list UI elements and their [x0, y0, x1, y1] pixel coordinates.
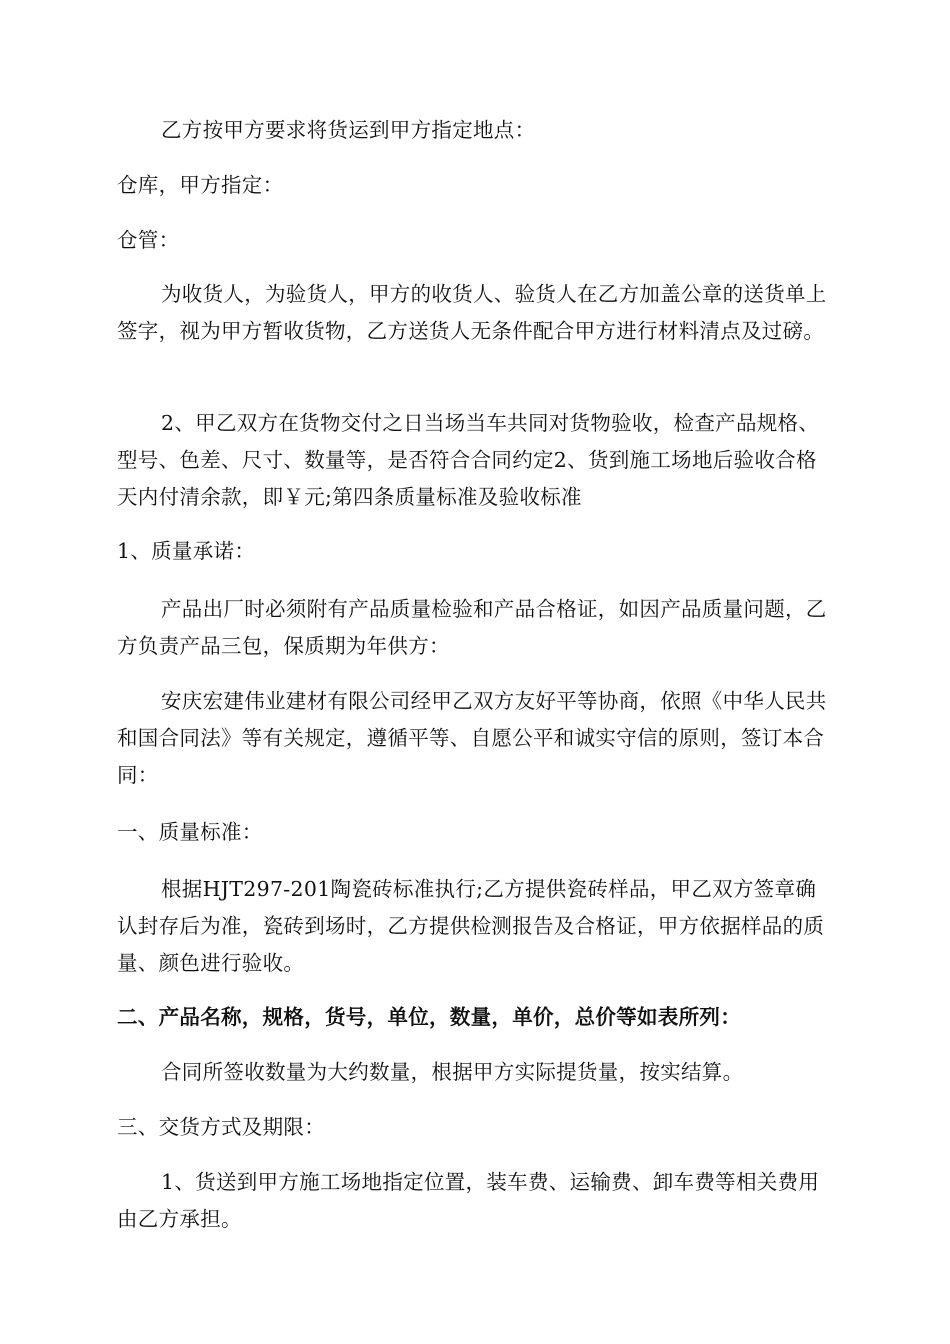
paragraph-standard-detail: 根据HJT297-201陶瓷砖标准执行;乙方提供瓷砖样品，甲乙双方签章确认封存后为准，瓷砖到场时，乙方提供检测报告及合格证，甲方依据样品的质量、颜色进行验收。: [117, 877, 825, 975]
paragraph-delivery-cost: 1、货送到甲方施工场地指定位置，装车费、运输费、卸车费等相关费用由乙方承担。: [117, 1170, 820, 1231]
paragraph-quality-promise: 1、质量承诺：: [117, 539, 256, 563]
paragraph-warehouse-keeper: 仓管：: [117, 228, 180, 252]
paragraph-quantity-settlement: 合同所签收数量为大约数量，根据甲方实际提货量，按实结算。: [161, 1060, 744, 1084]
paragraph-company-agreement: 安庆宏建伟业建材有限公司经甲乙双方友好平等协商，依照《中华人民共和国合同法》等有关规定，遵循平等、自愿公平和诚实守信的原则，签订本合同：: [117, 689, 827, 787]
paragraph-warehouse: 仓库，甲方指定：: [117, 173, 284, 197]
heading-product-table: 二、产品名称，规格，货号，单位，数量，单价，总价等如表所列：: [117, 1005, 741, 1029]
paragraph-delivery-location: 乙方按甲方要求将货运到甲方指定地点：: [161, 118, 536, 142]
paragraph-certificate: 产品出厂时必须附有产品质量检验和产品合格证，如因产品质量问题，乙方负责产品三包，保质期为年供方：: [117, 597, 827, 658]
heading-quality-standard: 一、质量标准：: [117, 820, 263, 844]
paragraph-receiver: 为收货人，为验货人，甲方的收货人、验货人在乙方加盖公章的送货单上签字，视为甲方暂收货物，乙方送货人无条件配合甲方进行材料清点及过磅。: [117, 282, 827, 343]
paragraph-inspection: 2、甲乙双方在货物交付之日当场当车共同对货物验收，检查产品规格、型号、色差、尺寸、数量等，是否符合合同约定2、货到施工场地后验收合格天内付清余款，即￥元;第四条质量标准及验收标准: [117, 411, 820, 509]
heading-delivery-method: 三、交货方式及期限：: [117, 1115, 325, 1139]
